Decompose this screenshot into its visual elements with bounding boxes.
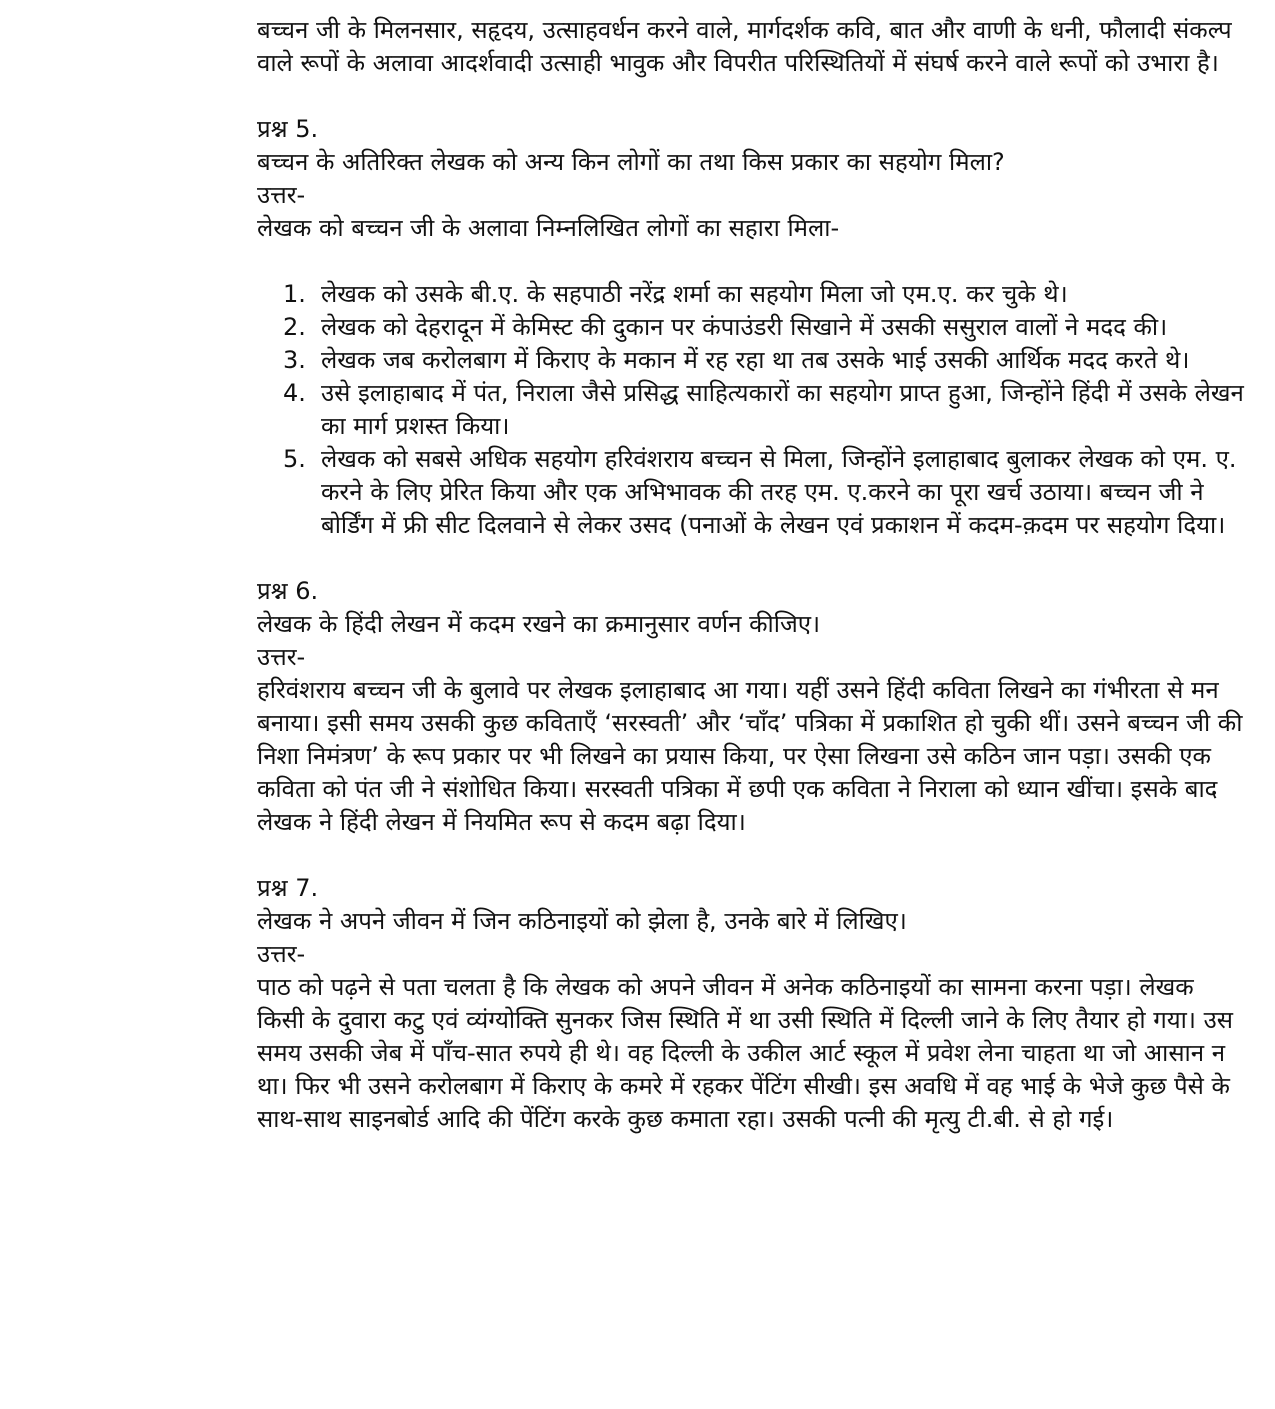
question-label: प्रश्न 5. (257, 115, 319, 143)
section-gap (257, 80, 1247, 113)
question-block-5 (257, 113, 1247, 542)
list-item (257, 278, 1247, 311)
list-item-number: 1. (283, 280, 306, 308)
list-item-number: 2. (283, 313, 306, 341)
question-block-7 (257, 872, 1247, 1136)
question-label: प्रश्न 7. (257, 874, 319, 902)
document-page (257, 14, 1247, 1136)
list-item-number: 3. (283, 346, 306, 374)
question-text: लेखक के हिंदी लेखन में कदम रखने का क्रमानुसार वर्णन कीजिए। (257, 610, 821, 638)
list-gap (257, 245, 1247, 278)
list-item (257, 377, 1247, 443)
answer-label: उत्तर- (257, 940, 306, 968)
question-label: प्रश्न 6. (257, 577, 319, 605)
list-item-text: लेखक को सबसे अधिक सहयोग हरिवंशराय बच्चन से मिला, जिन्होंने इलाहाबाद बुलाकर लेखक को एम. ए. करने के लिए प्रेरित किया और एक अभिभावक की तरह एम. ए.करने का पूरा खर्च उठाया। बच्चन जी ने बोर्डिंग में फ्री सीट दिलवाने से लेकर उसद (पनाओं के लेखन एवं प्रकाशन में कदम-क़दम पर सहयोग दिया। (321, 445, 1237, 539)
list-item-text: लेखक को उसके बी.ए. के सहपाठी नरेंद्र शर्मा का सहयोग मिला जो एम.ए. कर चुके थे। (321, 280, 1068, 308)
list-item-text: उसे इलाहाबाद में पंत, निराला जैसे प्रसिद्ध साहित्यकारों का सहयोग प्राप्त हुआ, जिन्होंने हिंदी में उसके लेखन का मार्ग प्रशस्त किया। (321, 379, 1244, 440)
list-item-number: 5. (283, 445, 306, 473)
answer-label: उत्तर- (257, 181, 306, 209)
section-gap (257, 542, 1247, 575)
answer-intro: लेखक को बच्चन जी के अलावा निम्नलिखित लोगों का सहारा मिला- (257, 214, 840, 242)
answer-text: हरिवंशराय बच्चन जी के बुलावे पर लेखक इलाहाबाद आ गया। यहीं उसने हिंदी कविता लिखने का गंभीरता से मन बनाया। इसी समय उसकी कुछ कविताएँ ‘सरस्वती’ और ‘चाँद’ पत्रिका में प्रकाशित हो चुकी थीं। उसने बच्चन जी की निशा निमंत्रण’ के रूप प्रकार पर भी लिखने का प्रयास किया, पर ऐसा लिखना उसे कठिन जान पड़ा। उसकी एक कविता को पंत जी ने संशोधित किया। सरस्वती पत्रिका में छपी एक कविता ने निराला को ध्यान खींचा। इसके बाद लेखक ने हिंदी लेखन में नियमित रूप से कदम बढ़ा दिया। (257, 676, 1243, 836)
answer-label: उत्तर- (257, 643, 306, 671)
list-item-number: 4. (283, 379, 306, 407)
question-block-6 (257, 575, 1247, 839)
answer-text: पाठ को पढ़ने से पता चलता है कि लेखक को अपने जीवन में अनेक कठिनाइयों का सामना करना पड़ा। लेखक किसी के दुवारा कटु एवं व्यंग्योक्ति सुनकर जिस स्थिति में था उसी स्थिति में दिल्ली जाने के लिए तैयार हो गया। उस समय उसकी जेब में पाँच-सात रुपये ही थे। वह दिल्ली के उकील आर्ट स्कूल में प्रवेश लेना चाहता था जो आसान न था। फिर भी उसने करोलबाग में किराए के कमरे में रहकर पेंटिंग सीखी। इस अवधि में वह भाई के भेजे कुछ पैसे के साथ-साथ साइनबोर्ड आदि की पेंटिंग करके कुछ कमाता रहा। उसकी पत्नी की मृत्यु टी.बी. से हो गई। (257, 973, 1233, 1133)
list-item-text: लेखक जब करोलबाग में किराए के मकान में रह रहा था तब उसके भाई उसकी आर्थिक मदद करते थे। (321, 346, 1190, 374)
answer-list (257, 278, 1247, 542)
question-text: लेखक ने अपने जीवन में जिन कठिनाइयों को झेला है, उनके बारे में लिखिए। (257, 907, 907, 935)
intro-paragraph: बच्चन जी के मिलनसार, सहृदय, उत्साहवर्धन करने वाले, मार्गदर्शक कवि, बात और वाणी के धनी, फौलादी संकल्प वाले रूपों के अलावा आदर्शवादी उत्साही भावुक और विपरीत परिस्थितियों में संघर्ष करने वाले रूपों को उभारा है। (257, 16, 1232, 77)
section-gap (257, 839, 1247, 872)
list-item (257, 443, 1247, 542)
question-text: बच्चन के अतिरिक्त लेखक को अन्य किन लोगों का तथा किस प्रकार का सहयोग मिला? (257, 148, 1005, 176)
list-item (257, 344, 1247, 377)
list-item-text: लेखक को देहरादून में केमिस्ट की दुकान पर कंपाउंडरी सिखाने में उसकी ससुराल वालों ने मदद की। (321, 313, 1168, 341)
list-item (257, 311, 1247, 344)
